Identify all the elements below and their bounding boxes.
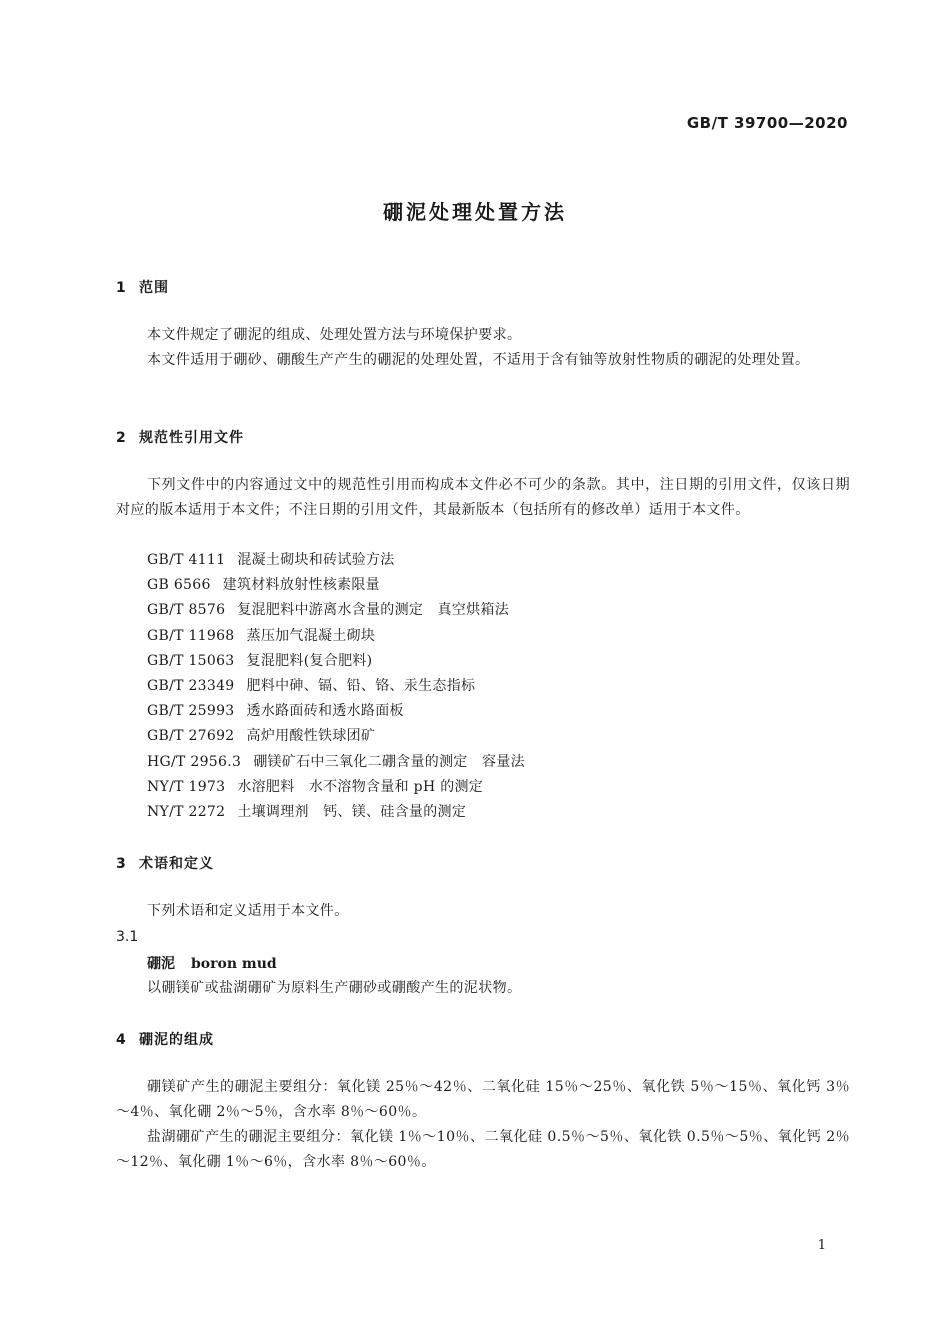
paragraph: 盐湖硼矿产生的硼泥主要组分：氧化镁 1％～10％、二氧化硅 0.5％～5％、氧化铁 0.5％～5％、氧化钙 2％～12％、氧化硼 1％～6％，含水率 8％～60％。	[116, 1129, 850, 1170]
section-heading-composition	[116, 1029, 214, 1049]
reference-code: GB/T 27692	[147, 728, 235, 745]
reference-title: 土壤调理剂 钙、镁、硅含量的测定	[237, 804, 467, 821]
reference-code: GB/T 11968	[147, 627, 235, 644]
section-heading-normative-references	[116, 427, 244, 447]
section-number: 1	[116, 280, 127, 296]
reference-title: 蒸压加气混凝土砌块	[246, 627, 376, 644]
reference-code: NY/T 1973	[147, 778, 226, 795]
paragraph: 本文件适用于硼砂、硼酸生产产生的硼泥的处理处置，不适用于含有铀等放射性物质的硼泥的处理处置。	[147, 352, 810, 368]
reference-code: GB 6566	[147, 577, 211, 594]
section-title: 规范性引用文件	[139, 430, 244, 446]
reference-title: 透水路面砖和透水路面板	[246, 703, 404, 720]
paragraph: 下列术语和定义适用于本文件。	[147, 903, 349, 919]
reference-item	[147, 674, 525, 699]
reference-list	[147, 548, 525, 825]
reference-code: HG/T 2956.3	[147, 753, 242, 770]
reference-title: 复混肥料(复合肥料)	[246, 652, 373, 669]
section-number: 4	[116, 1032, 127, 1048]
term-number: 3.1	[116, 929, 139, 945]
standard-code: GB/T 39700—2020	[686, 114, 848, 132]
reference-item	[147, 724, 525, 749]
reference-item	[147, 750, 525, 775]
reference-item	[147, 800, 525, 825]
section-title: 硼泥的组成	[139, 1032, 214, 1048]
section-number: 3	[116, 856, 127, 872]
reference-title: 混凝土砌块和砖试验方法	[237, 552, 395, 568]
reference-title: 硼镁矿石中三氧化二硼含量的测定 容量法	[253, 753, 525, 770]
reference-code: GB/T 4111	[147, 552, 226, 568]
term-name-zh: 硼泥	[147, 956, 175, 972]
reference-item	[147, 624, 525, 649]
page-number: 1	[817, 1238, 826, 1253]
term-definition: 以硼镁矿或盐湖硼矿为原料生产硼砂或硼酸产生的泥状物。	[147, 980, 522, 996]
section-heading-scope	[116, 277, 169, 297]
reference-code: GB/T 25993	[147, 703, 235, 720]
reference-item	[147, 598, 525, 623]
reference-item	[147, 573, 525, 598]
reference-code: GB/T 8576	[147, 602, 226, 619]
section-title: 范围	[139, 280, 169, 296]
reference-item	[147, 699, 525, 724]
term-name-en: boron mud	[191, 956, 277, 972]
paragraph: 本文件规定了硼泥的组成、处理处置方法与环境保护要求。	[147, 327, 522, 343]
reference-item	[147, 548, 525, 573]
reference-item	[147, 775, 525, 800]
reference-title: 肥料中砷、镉、铅、铬、汞生态指标	[246, 678, 476, 695]
reference-title: 建筑材料放射性核素限量	[222, 577, 380, 594]
paragraph: 下列文件中的内容通过文中的规范性引用而构成本文件必不可少的条款。其中，注日期的引用文件，仅该日期对应的版本适用于本文件；不注日期的引用文件，其最新版本（包括所有的修改单）适用于本文件。	[116, 477, 850, 518]
reference-title: 水溶肥料 水不溶物含量和 pH 的测定	[237, 778, 484, 795]
reference-code: GB/T 15063	[147, 652, 235, 669]
reference-item	[147, 649, 525, 674]
section-number: 2	[116, 430, 127, 446]
reference-code: GB/T 23349	[147, 678, 235, 695]
reference-title: 复混肥料中游离水含量的测定 真空烘箱法	[237, 602, 510, 619]
reference-code: NY/T 2272	[147, 804, 226, 821]
section-title: 术语和定义	[139, 856, 214, 872]
section-heading-terms-definitions	[116, 853, 214, 873]
document-title: 硼泥处理处置方法	[383, 200, 567, 224]
paragraph: 硼镁矿产生的硼泥主要组分：氧化镁 25％～42％、二氧化硅 15％～25％、氧化铁 5％～15％、氧化钙 3％～4％、氧化硼 2％～5％，含水率 8％～60％。	[116, 1079, 850, 1120]
reference-title: 高炉用酸性铁球团矿	[246, 728, 376, 745]
term-name	[147, 953, 277, 973]
